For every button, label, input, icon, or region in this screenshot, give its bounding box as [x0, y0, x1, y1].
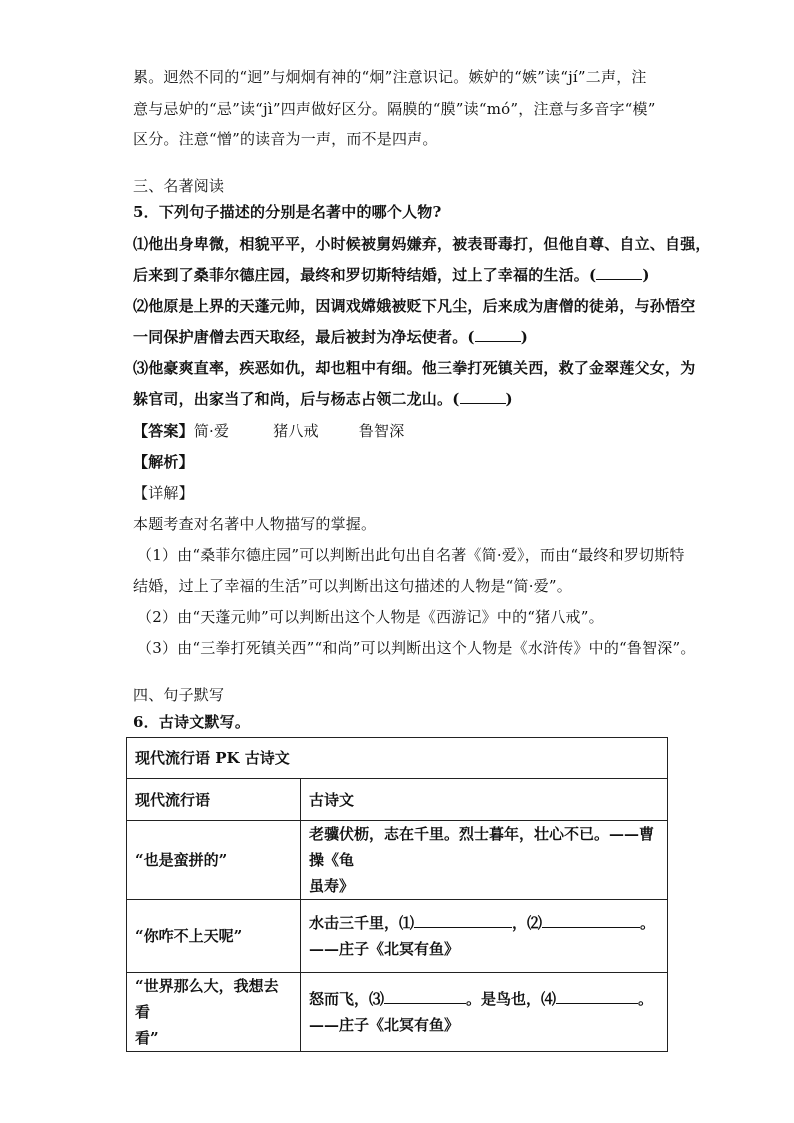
poem-table	[126, 737, 668, 1052]
header-modern-slang: 现代流行语	[127, 779, 301, 821]
row2-poetry-line2: ——庄子《北冥有鱼》	[309, 940, 460, 958]
explanation-line-1: 累。迥然不同的“迥”与炯炯有神的“炯”注意识记。嫉妒的“嫉”读“jí”二声，注	[133, 68, 647, 86]
section4-heading: 四、句子默写	[133, 686, 225, 704]
table-row	[127, 973, 668, 1052]
row2-slang: “你咋不上天呢”	[127, 900, 301, 973]
detail-1-line2: 结婚，过上了幸福的生活”可以判断出这句描述的人物是“简·爱”。	[133, 577, 572, 595]
question6-title: 6．古诗文默写。	[133, 713, 251, 731]
row1-poetry-line1: 老骥伏枥，志在千里。烈士暮年，壮心不已。——曹操《龟	[309, 825, 655, 869]
row3-slang-line2: 看”	[135, 1029, 159, 1047]
answer-blank-1[interactable]	[596, 265, 642, 280]
row3-slang-line1: “世界那么大，我想去看	[135, 977, 279, 1021]
question5-title: 5．下列句子描述的分别是名著中的哪个人物?	[133, 203, 442, 221]
question5-item3-text: 躲官司，出家当了和尚，后与杨志占领二龙山。(	[133, 390, 460, 408]
poem-blank-1[interactable]	[414, 913, 512, 928]
question5-item2-text: 一同保护唐僧去西天取经，最后被封为净坛使者。(	[133, 328, 475, 346]
detail-2: （2）由“天蓬元帅”可以判断出这个人物是《西游记》中的“猪八戒”。	[137, 608, 604, 626]
row2-poetry	[301, 900, 668, 973]
table-title-row	[127, 738, 668, 779]
close-paren: )	[642, 266, 650, 284]
poem-blank-3[interactable]	[384, 989, 466, 1004]
row2-poetry-line1	[309, 910, 659, 936]
table-header-row	[127, 779, 668, 821]
question5-item1-line1: ⑴他出身卑微，相貌平平，小时候被舅妈嫌弃，被表哥毒打，但他自尊、自立、自强，	[133, 235, 711, 253]
row2-mid: ，⑵	[512, 914, 543, 932]
poem-blank-4[interactable]	[556, 989, 638, 1004]
row3-poetry-line2: ——庄子《北冥有鱼》	[309, 1016, 460, 1034]
question5-item3-line1: ⑶他豪爽直率，疾恶如仇，却也粗中有细。他三拳打死镇关西，救了金翠莲父女，为	[133, 359, 696, 377]
question5-item3-line2	[133, 389, 513, 409]
row3-mid: 。是鸟也，⑷	[466, 990, 557, 1008]
row3-end: 。	[638, 990, 654, 1008]
section3-heading: 三、名著阅读	[133, 177, 225, 195]
question5-item1-line2	[133, 265, 650, 285]
detail-label: 【详解】	[133, 484, 194, 502]
answer-blank-2[interactable]	[475, 327, 521, 342]
header-ancient-poetry: 古诗文	[301, 779, 668, 821]
detail-intro: 本题考查对名著中人物描写的掌握。	[133, 515, 377, 533]
table-title: 现代流行语 PK 古诗文	[127, 738, 668, 779]
table-row	[127, 900, 668, 973]
answer-value-2: 猪八戒	[273, 422, 319, 440]
row3-poetry-line1	[309, 986, 659, 1012]
row1-slang: “也是蛮拼的”	[127, 821, 301, 900]
question5-item1-text: 后来到了桑菲尔德庄园，最终和罗切斯特结婚，过上了幸福的生活。(	[133, 266, 597, 284]
analysis-label: 【解析】	[133, 453, 194, 471]
poem-blank-2[interactable]	[542, 913, 640, 928]
answer-value-3: 鲁智深	[358, 422, 405, 440]
row1-poetry	[301, 821, 668, 900]
question5-item2-line2	[133, 327, 528, 347]
close-paren: )	[520, 328, 529, 346]
answer-label: 【答案】	[133, 422, 194, 440]
row3-prefix: 怒而飞，⑶	[309, 990, 385, 1008]
question5-item2-line1: ⑵他原是上界的天蓬元帅，因调戏嫦娥被贬下凡尘，后来成为唐僧的徒弟，与孙悟空	[133, 297, 696, 315]
row2-prefix: 水击三千里，⑴	[309, 914, 415, 932]
row3-poetry	[301, 973, 668, 1052]
answer-value-1: 简·爱	[193, 422, 230, 440]
close-paren: )	[505, 390, 513, 408]
answer-line	[133, 421, 404, 441]
answer-blank-3[interactable]	[460, 389, 506, 404]
row3-slang	[127, 973, 301, 1052]
row2-end: 。	[640, 914, 656, 932]
explanation-line-2: 意与忌妒的“忌”读“jì”四声做好区分。隔膜的“膜”读“mó”，注意与多音字“模”	[133, 100, 656, 118]
detail-1-line1: （1）由“桑菲尔德庄园”可以判断出此句出自名著《简·爱》，而由“最终和罗切斯特	[137, 546, 685, 564]
row1-poetry-line2: 虽寿》	[309, 877, 355, 895]
explanation-line-3: 区分。注意“憎”的读音为一声，而不是四声。	[133, 130, 438, 148]
table-row	[127, 821, 668, 900]
detail-3: （3）由“三拳打死镇关西”“和尚”可以判断出这个人物是《水浒传》中的“鲁智深”。	[137, 639, 696, 657]
